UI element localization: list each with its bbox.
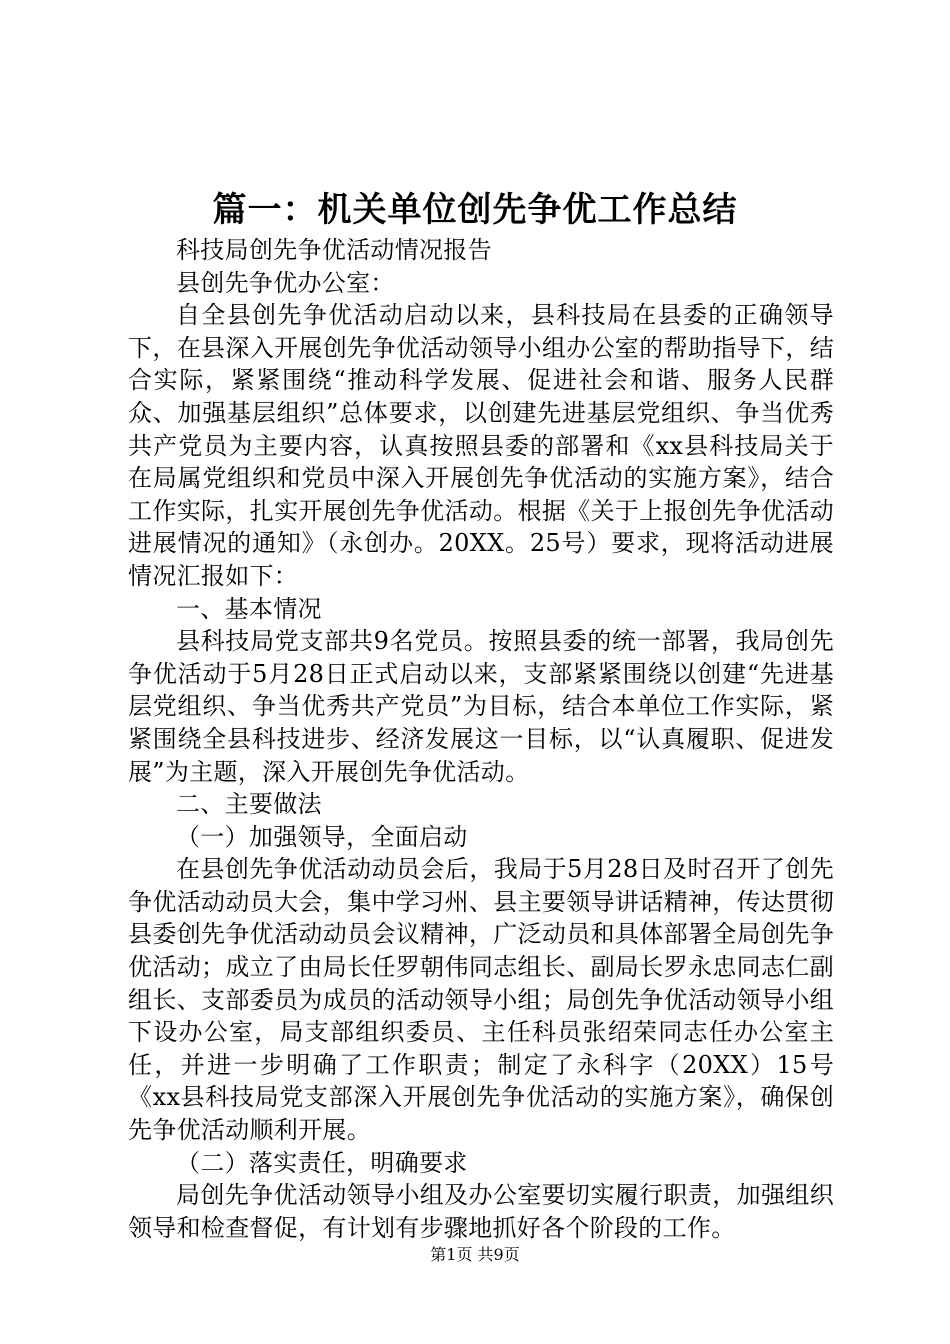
- document-title: 篇一：机关单位创先争优工作总结: [212, 190, 738, 230]
- report-heading: 科技局创先争优活动情况报告: [176, 236, 492, 264]
- subheading-leadership: （一）加强领导，全面启动: [176, 822, 468, 851]
- document-body: [128, 234, 834, 1244]
- recipient-line: 县创先争优办公室：: [176, 268, 395, 297]
- leadership-paragraph: 在县创先争优活动动员会后，我局于5月28日及时召开了创先争优活动动员大会，集中学习州、县主要领导讲话精神，传达贯彻县委创先争优活动动员会议精神，广泛动员和具体部署全局创先争优活动；成立了由局长任罗朝伟同志组长、副局长罗永忠同志仁副组长、支部委员为成员的活动领导小组；局创先争优活动领导小组下设办公室，局支部组织委员、主任科员张绍荣同志任办公室主任，并进一步明确了工作职责；制定了永科字（20XX）15号《xx县科技局党支部深入开展创先争优活动的实施方案》，确保创先争优活动顺利开展。: [128, 855, 834, 1145]
- section-heading-methods: 二、主要做法: [176, 790, 322, 819]
- subheading-responsibility: （二）落实责任，明确要求: [176, 1148, 468, 1177]
- basic-paragraph: 县科技局党支部共9名党员。按照县委的统一部署，我局创先争优活动于5月28日正式启动以来，支部紧紧围绕以创建“先进基层党组织、争当优秀共产党员”为目标，结合本单位工作实际，紧紧围绕全县科技进步、经济发展这一目标，以“认真履职、促进发展”为主题，深入开展创先争优活动。: [128, 627, 834, 786]
- page-footer: 第1页 共9页: [430, 1245, 520, 1264]
- section-heading-basic: 一、基本情况: [176, 594, 322, 623]
- responsibility-paragraph: 局创先争优活动领导小组及办公室要切实履行职责，加强组织领导和检查督促，有计划有步骤地抓好各个阶段的工作。: [128, 1181, 834, 1242]
- intro-paragraph: 自全县创先争优活动启动以来，县科技局在县委的正确领导下，在县深入开展创先争优活动领导小组办公室的帮助指导下，结合实际，紧紧围绕“推动科学发展、促进社会和谐、服务人民群众、加强基层组织”总体要求，以创建先进基层党组织、争当优秀共产党员为主要内容，认真按照县委的部署和《xx县科技局关于在局属党组织和党员中深入开展创先争优活动的实施方案》，结合工作实际，扎实开展创先争优活动。根据《关于上报创先争优活动进展情况的通知》（永创办。20XX。25号）要求，现将活动进展情况汇报如下：: [128, 301, 834, 590]
